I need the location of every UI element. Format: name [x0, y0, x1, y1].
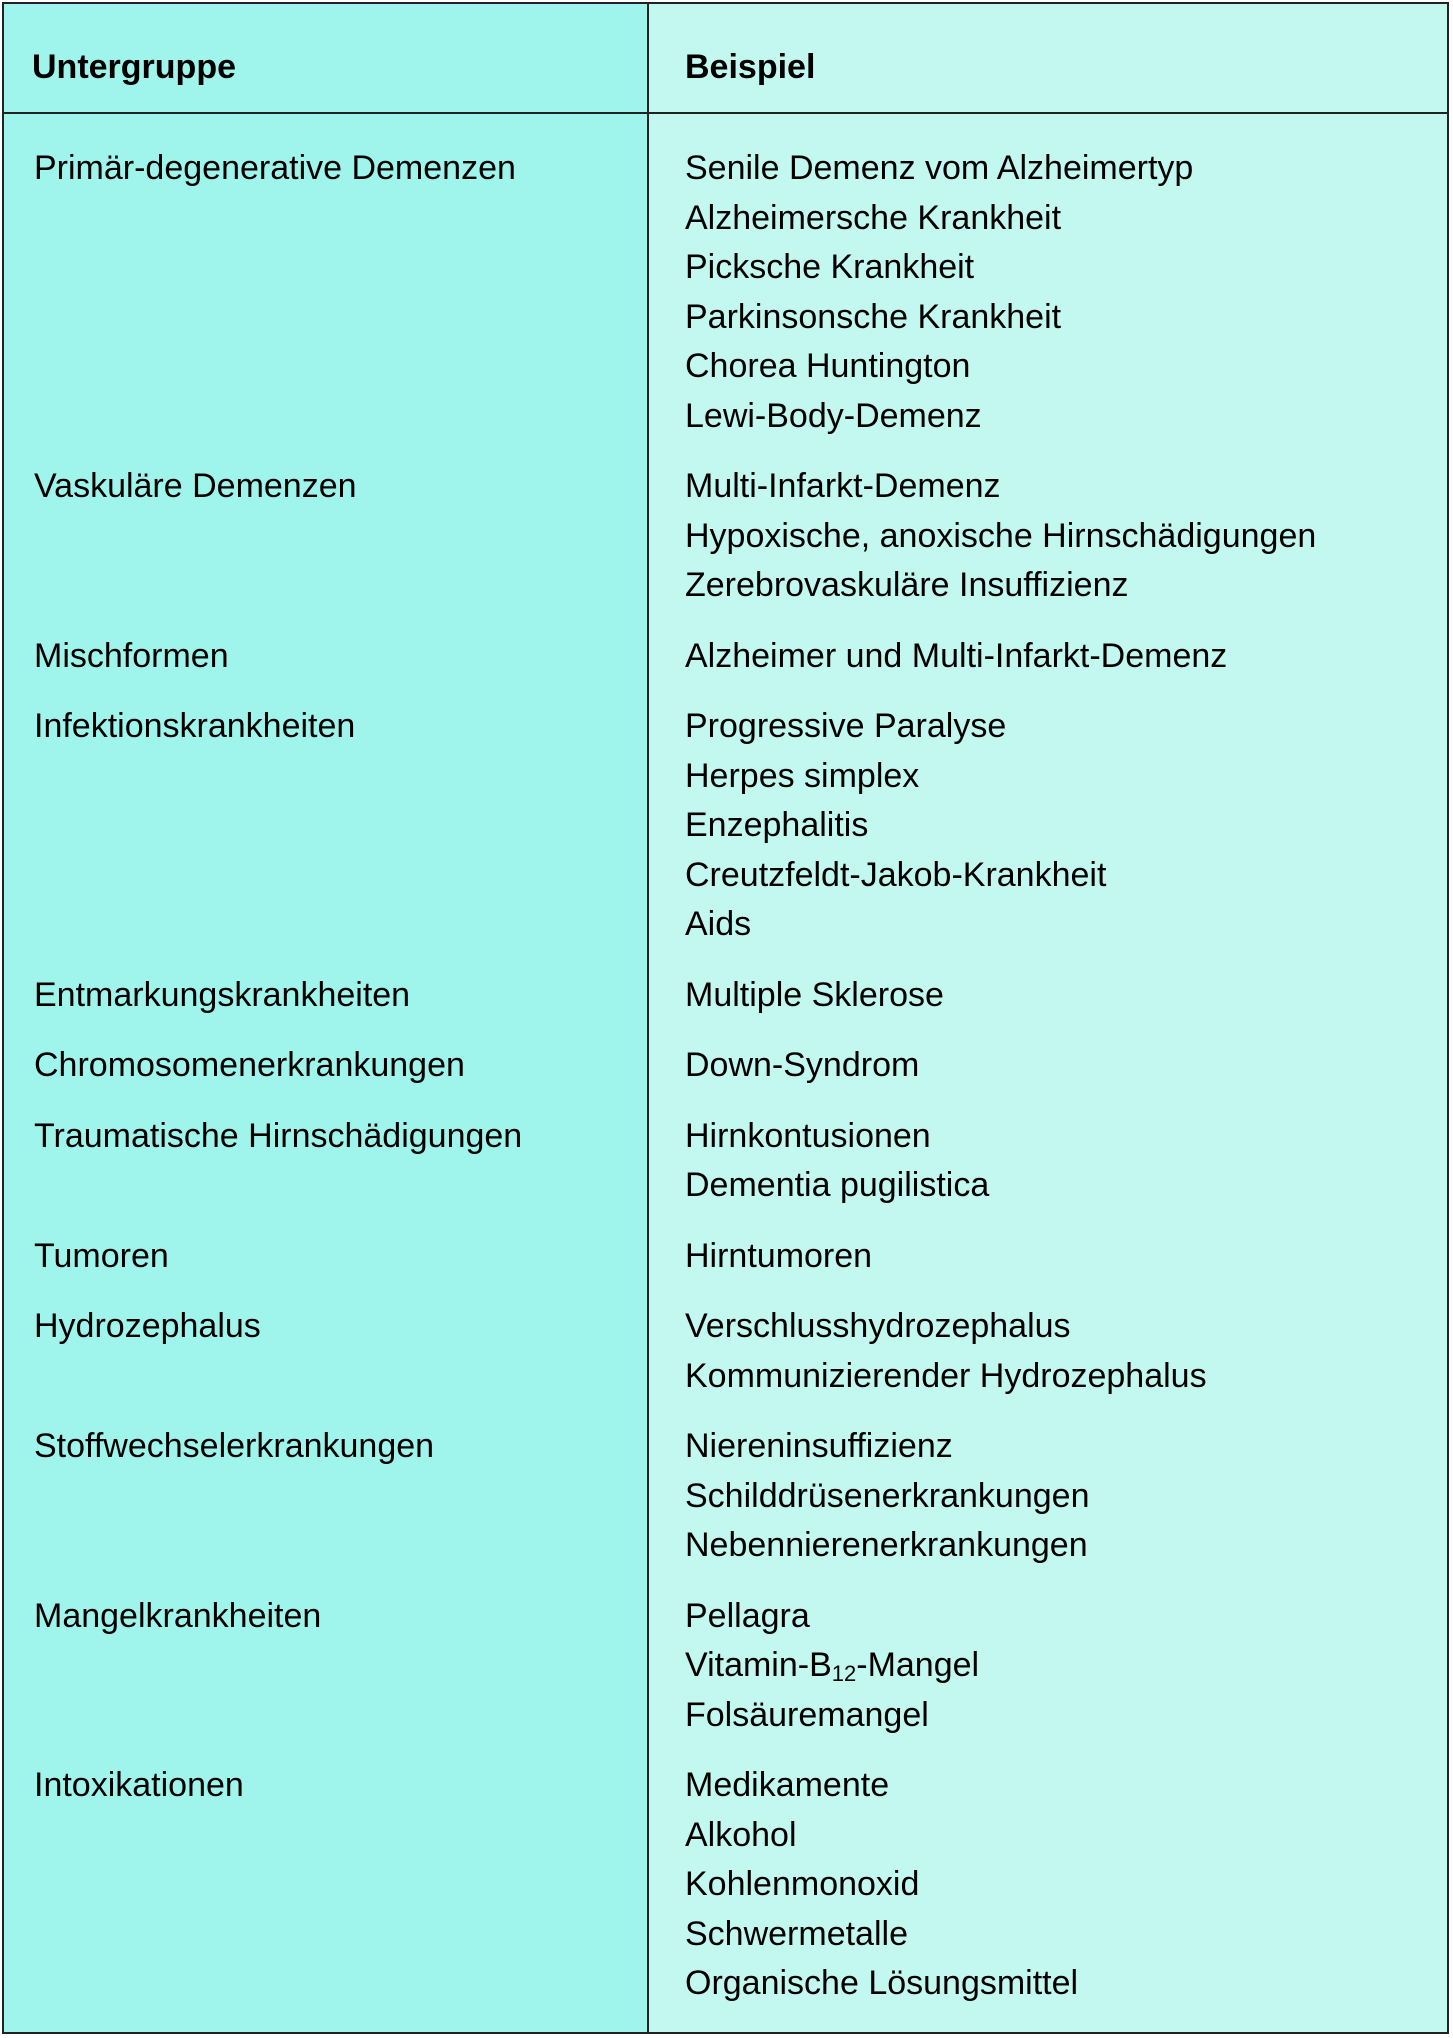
examples-cell: [649, 1422, 1089, 1571]
example-item: Organische Lösungsmittel: [685, 1964, 1079, 2002]
example-item: Chorea Huntington: [685, 347, 971, 385]
example-item: Nebennierenerkrankungen: [685, 1526, 1088, 1564]
example-item: Aids: [685, 905, 752, 943]
header-divider: [4, 112, 1447, 114]
examples-cell: [649, 1112, 989, 1211]
example-item: Hirnkontusionen: [685, 1116, 931, 1155]
example-item: Verschlusshydrozephalus: [685, 1307, 1071, 1345]
category-cell: Mischformen: [34, 636, 229, 675]
examples-cell: [649, 632, 1227, 682]
example-item: Niereninsuffizienz: [685, 1427, 953, 1465]
category-cell: Vaskuläre Demenzen: [34, 467, 357, 505]
example-item: Alzheimersche Krankheit: [685, 198, 1062, 237]
example-item: Alkohol: [685, 1815, 797, 1854]
examples-cell: [649, 1302, 1207, 1401]
table-row: [4, 702, 1447, 950]
category-cell: Mangelkrankheiten: [34, 1596, 322, 1635]
example-item: Progressive Paralyse: [685, 707, 1007, 745]
header-untergruppe: Untergruppe: [32, 48, 236, 86]
table-row: [4, 1302, 1447, 1401]
example-item: Schwermetalle: [685, 1914, 908, 1953]
category-cell: Primär-degenerative Demenzen: [34, 149, 516, 187]
examples-cell: [649, 144, 1193, 441]
example-item: Schilddrüsenerkrankungen: [685, 1476, 1090, 1515]
example-item: Herpes simplex: [685, 756, 920, 795]
table-row: [4, 1112, 1447, 1211]
examples-cell: [649, 1761, 1078, 2009]
example-item: Enzephalitis: [685, 806, 869, 844]
example-item: Medikamente: [685, 1766, 890, 1804]
example-item: Folsäuremangel: [685, 1695, 929, 1734]
examples-cell: [649, 1232, 872, 1282]
example-item: Multiple Sklerose: [685, 975, 944, 1014]
category-cell: Hydrozephalus: [34, 1307, 261, 1345]
header-beispiel: Beispiel: [685, 48, 816, 86]
examples-cell: [649, 1592, 979, 1741]
table-row: [4, 1592, 1447, 1741]
example-item: Vitamin-$B_{12}$-Mangel: [685, 1646, 980, 1686]
example-item: Picksche Krankheit: [685, 248, 975, 286]
example-item: Zerebrovaskuläre Insuffizienz: [685, 566, 1129, 604]
example-item: Hypoxische, anoxische Hirnschädigungen: [685, 516, 1317, 555]
example-item: Dementia pugilistica: [685, 1166, 990, 1204]
example-item: Alzheimer und Multi-Infarkt-Demenz: [685, 636, 1228, 675]
examples-cell: [649, 971, 944, 1021]
example-item: Pellagra: [685, 1596, 810, 1635]
category-cell: Infektionskrankheiten: [34, 707, 356, 745]
table-row: [4, 632, 1447, 682]
table-row: [4, 144, 1447, 441]
examples-cell: [649, 462, 1316, 611]
table-row: [4, 1422, 1447, 1571]
category-cell: Chromosomenerkrankungen: [34, 1046, 465, 1084]
example-item: Lewi-Body-Demenz: [685, 396, 982, 435]
examples-cell: [649, 1041, 919, 1091]
table-body: [4, 144, 1447, 2030]
category-cell: Intoxikationen: [34, 1766, 244, 1804]
example-item: Creutzfeldt-Jakob-Krankheit: [685, 855, 1107, 894]
example-item: Multi-Infarkt-Demenz: [685, 467, 1001, 505]
example-item: Hirntumoren: [685, 1236, 873, 1275]
examples-cell: [649, 702, 1106, 950]
example-item: Kommunizierender Hydrozephalus: [685, 1356, 1207, 1395]
category-cell: Entmarkungskrankheiten: [34, 975, 411, 1014]
category-cell: Stoffwechselerkrankungen: [34, 1427, 435, 1465]
table-row: [4, 1761, 1447, 2009]
table-row: [4, 1041, 1447, 1091]
example-item: Parkinsonsche Krankheit: [685, 297, 1062, 336]
table-row: [4, 971, 1447, 1021]
dementia-table: [2, 2, 1449, 2034]
table-row: [4, 1232, 1447, 1282]
example-item: Kohlenmonoxid: [685, 1865, 920, 1903]
category-cell: Tumoren: [34, 1236, 169, 1275]
example-item: Down-Syndrom: [685, 1046, 920, 1084]
category-cell: Traumatische Hirnschädigungen: [34, 1116, 523, 1155]
example-item: Senile Demenz vom Alzheimertyp: [685, 149, 1194, 187]
table-row: [4, 462, 1447, 611]
